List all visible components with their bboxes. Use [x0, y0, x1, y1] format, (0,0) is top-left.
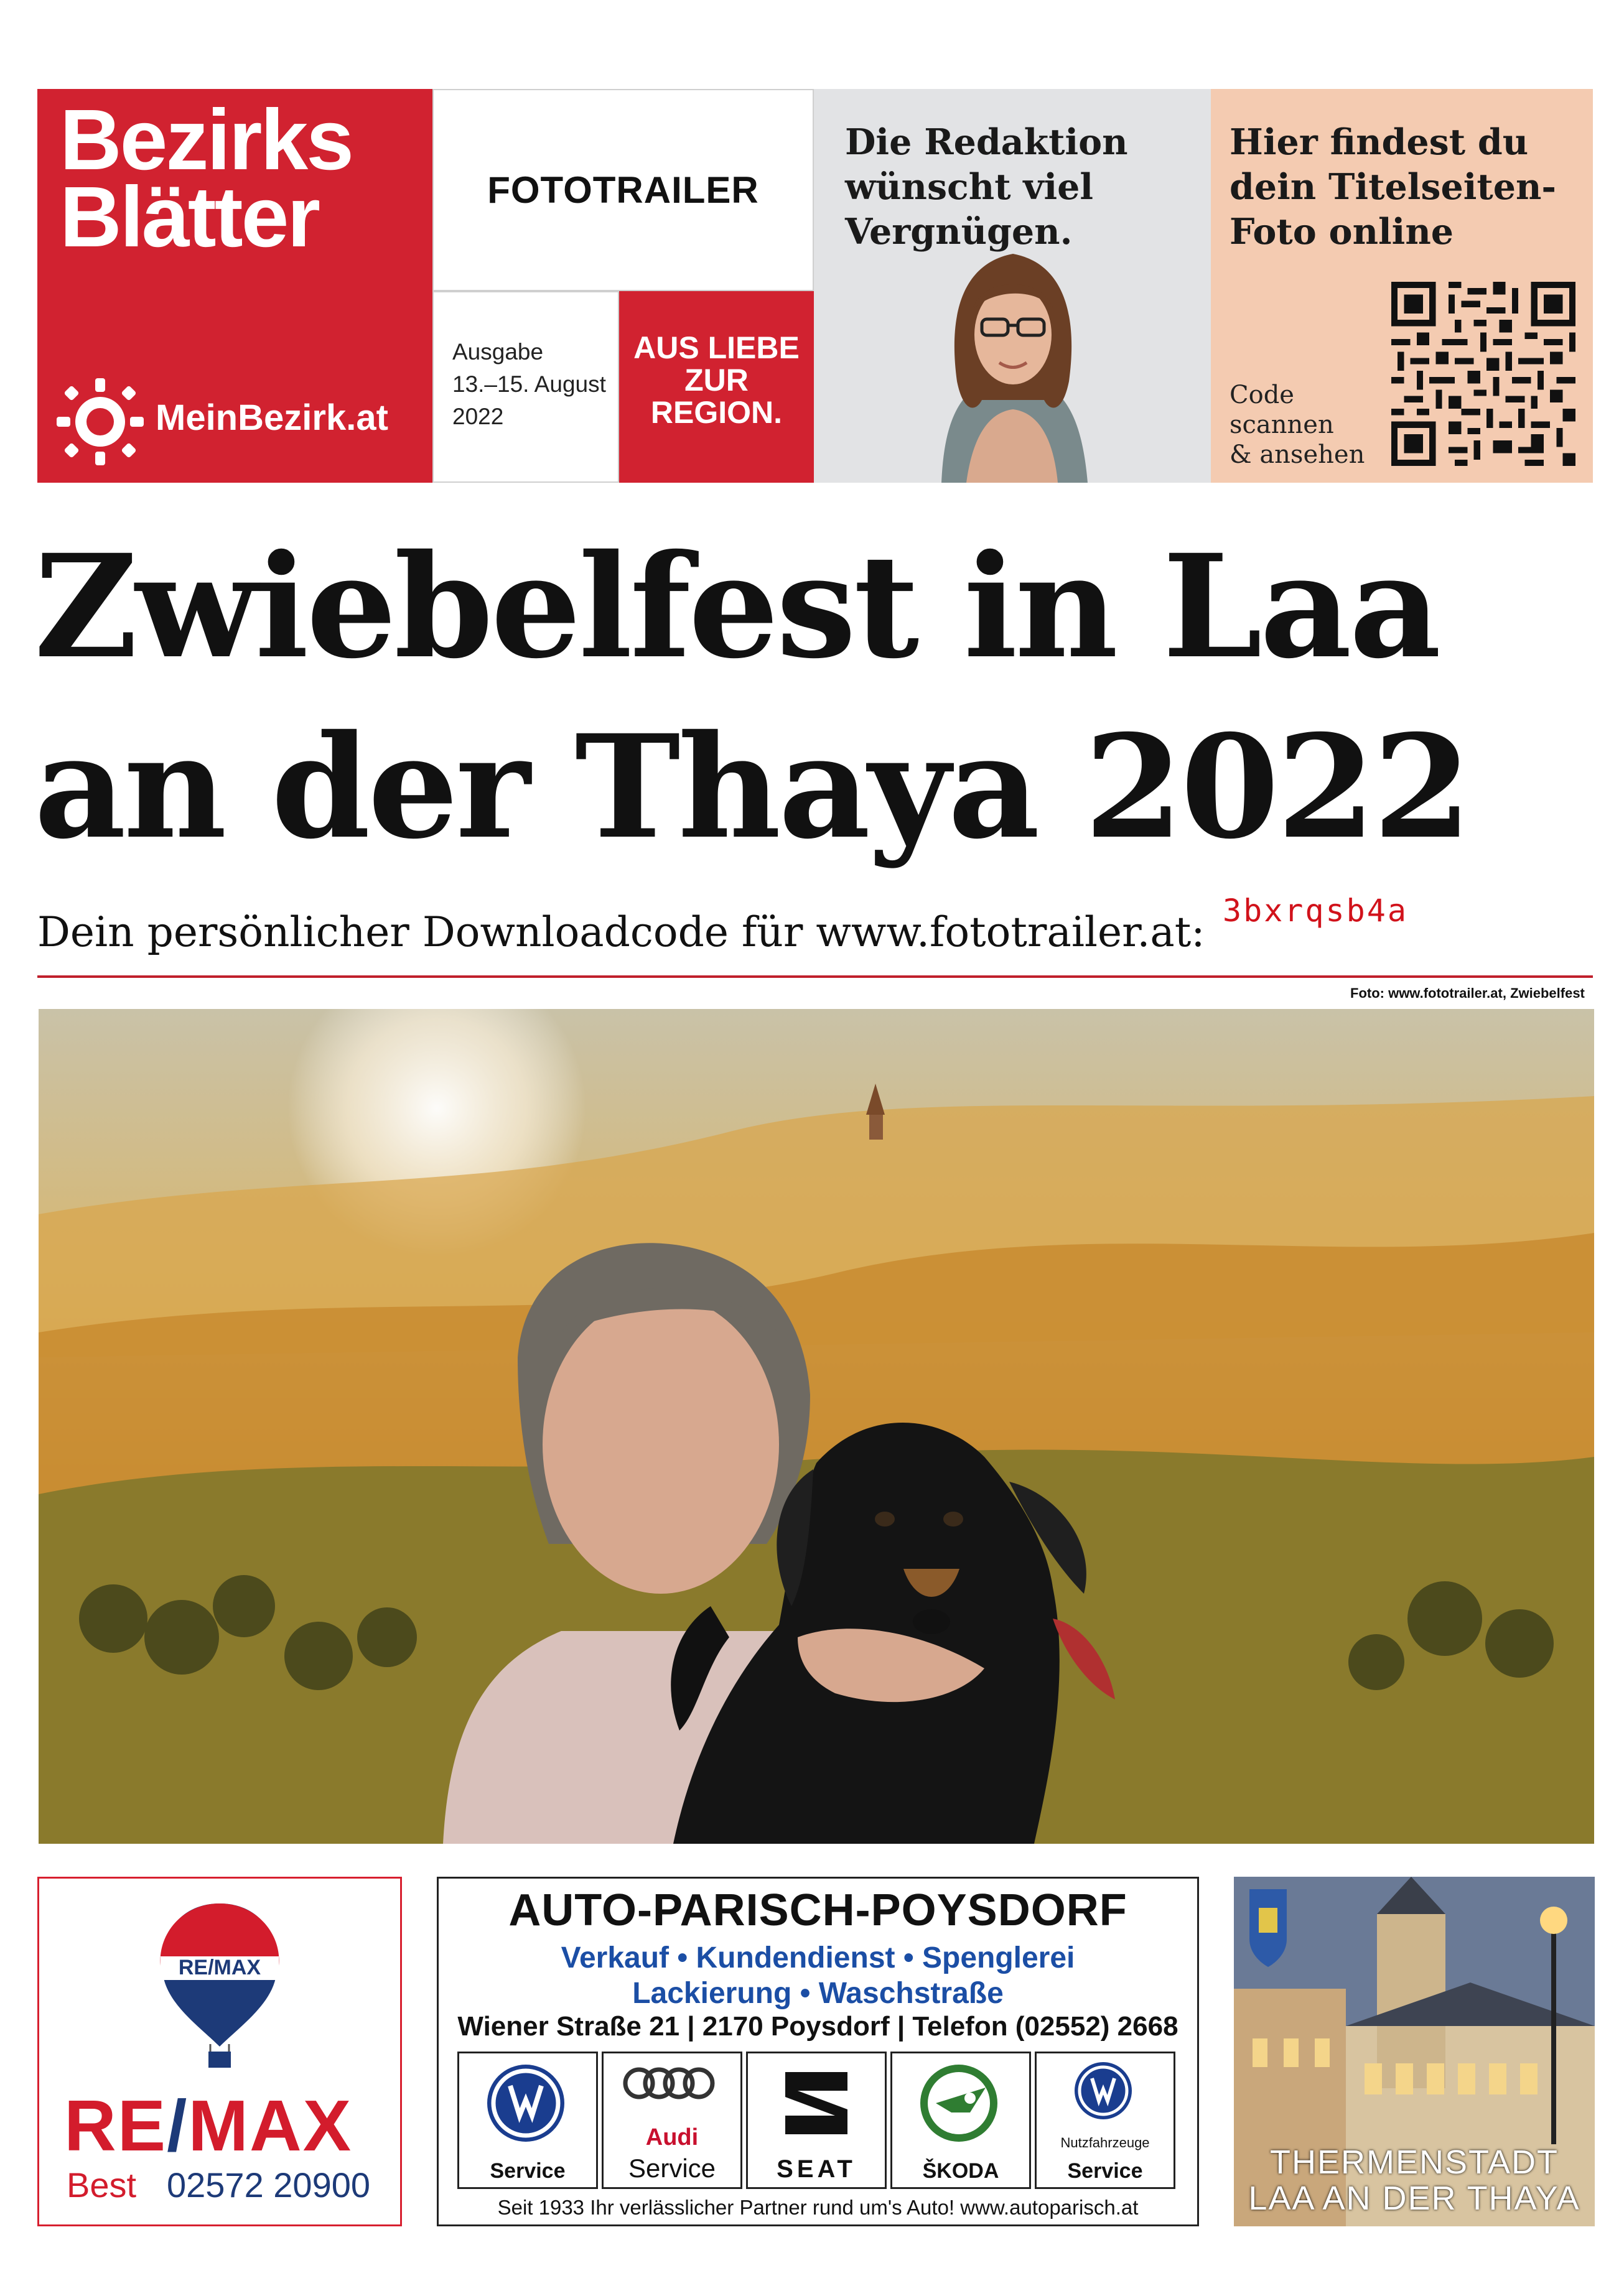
remax-office: Best: [67, 2165, 137, 2205]
ad-remax[interactable]: [37, 1877, 402, 2226]
svg-text:RE/MAX: RE/MAX: [178, 1956, 261, 1979]
headline: [34, 516, 1590, 877]
online-photo-text: Hier findest du dein Titelseiten- Foto online: [1230, 121, 1557, 253]
brand-skoda: ŠKODA: [890, 2052, 1031, 2189]
scan-instruction: Code scannen & ansehen: [1230, 381, 1365, 469]
auto-services-line-2: Lackierung • Waschstraße: [632, 1977, 1004, 2010]
auto-services-line-1: Verkauf • Kundendienst • Spenglerei: [561, 1941, 1075, 1974]
online-photo-block: [1211, 89, 1593, 483]
ad-auto-parisch[interactable]: [437, 1877, 1199, 2226]
main-photo: [39, 1009, 1594, 1844]
issue-label: Ausgabe: [452, 339, 544, 365]
brand-vw-commercial: Nutzfahrzeuge Service: [1035, 2052, 1175, 2189]
meinbezirk-logo-icon: [54, 375, 147, 468]
download-instruction: Dein persönlicher Downloadcode für www.fototrailer.at:: [37, 908, 1205, 956]
editorial-greeting: Die Redaktion wünscht viel Vergnügen.: [845, 121, 1128, 253]
laa-caption: THERMENSTADT LAA AN DER THAYA: [1248, 2144, 1580, 2217]
brand-logotype: Bezirks Blätter: [60, 92, 352, 265]
site-url: MeinBezirk.at: [156, 397, 388, 438]
auto-address: Wiener Straße 21 | 2170 Poysdorf | Telefon (02552) 2668: [457, 2011, 1178, 2042]
masthead-brand-block: [37, 89, 432, 483]
slogan-block: AUS LIEBE ZUR REGION.: [619, 291, 814, 483]
brand-seat: SEAT: [746, 2052, 887, 2189]
ad-thermenstadt-laa[interactable]: [1234, 1877, 1595, 2226]
issue-year: 2022: [452, 404, 504, 429]
download-code[interactable]: 3bxrqsb4a: [1223, 893, 1408, 929]
issue-info: [432, 291, 619, 483]
photo-landscape-with-woman-and-dog: [39, 1009, 1594, 1844]
qr-code-icon[interactable]: [1391, 282, 1575, 466]
issue-dates: 13.–15. August: [452, 371, 606, 397]
brand-audi: Audi Service: [602, 2052, 742, 2189]
headline-line-2: an der Thaya 2022: [34, 704, 1470, 870]
photo-credit: Foto: www.fototrailer.at, Zwiebelfest: [1350, 985, 1585, 1001]
audi-rings-icon: [604, 2053, 737, 2122]
vw-commercial-logo-icon: [1037, 2053, 1170, 2128]
skoda-logo-icon: [892, 2053, 1025, 2153]
divider: [37, 975, 1593, 978]
remax-logotype: RE/MAX: [64, 2085, 353, 2166]
seat-logo-icon: [748, 2053, 881, 2153]
editorial-greeting-block: [814, 89, 1211, 483]
hot-air-balloon-icon: [151, 1897, 288, 2071]
auto-dealer-name: AUTO-PARISCH-POYSDORF: [508, 1885, 1127, 1935]
remax-phone[interactable]: 02572 20900: [167, 2165, 371, 2205]
section-label: FOTOTRAILER: [432, 89, 814, 291]
headline-line-1: Zwiebelfest in Laa: [34, 523, 1439, 690]
vw-logo-icon: [459, 2053, 592, 2153]
auto-footer: Seit 1933 Ihr verlässlicher Partner rund um's Auto! www.autoparisch.at: [497, 2196, 1139, 2219]
brand-vw: Service: [457, 2052, 598, 2189]
